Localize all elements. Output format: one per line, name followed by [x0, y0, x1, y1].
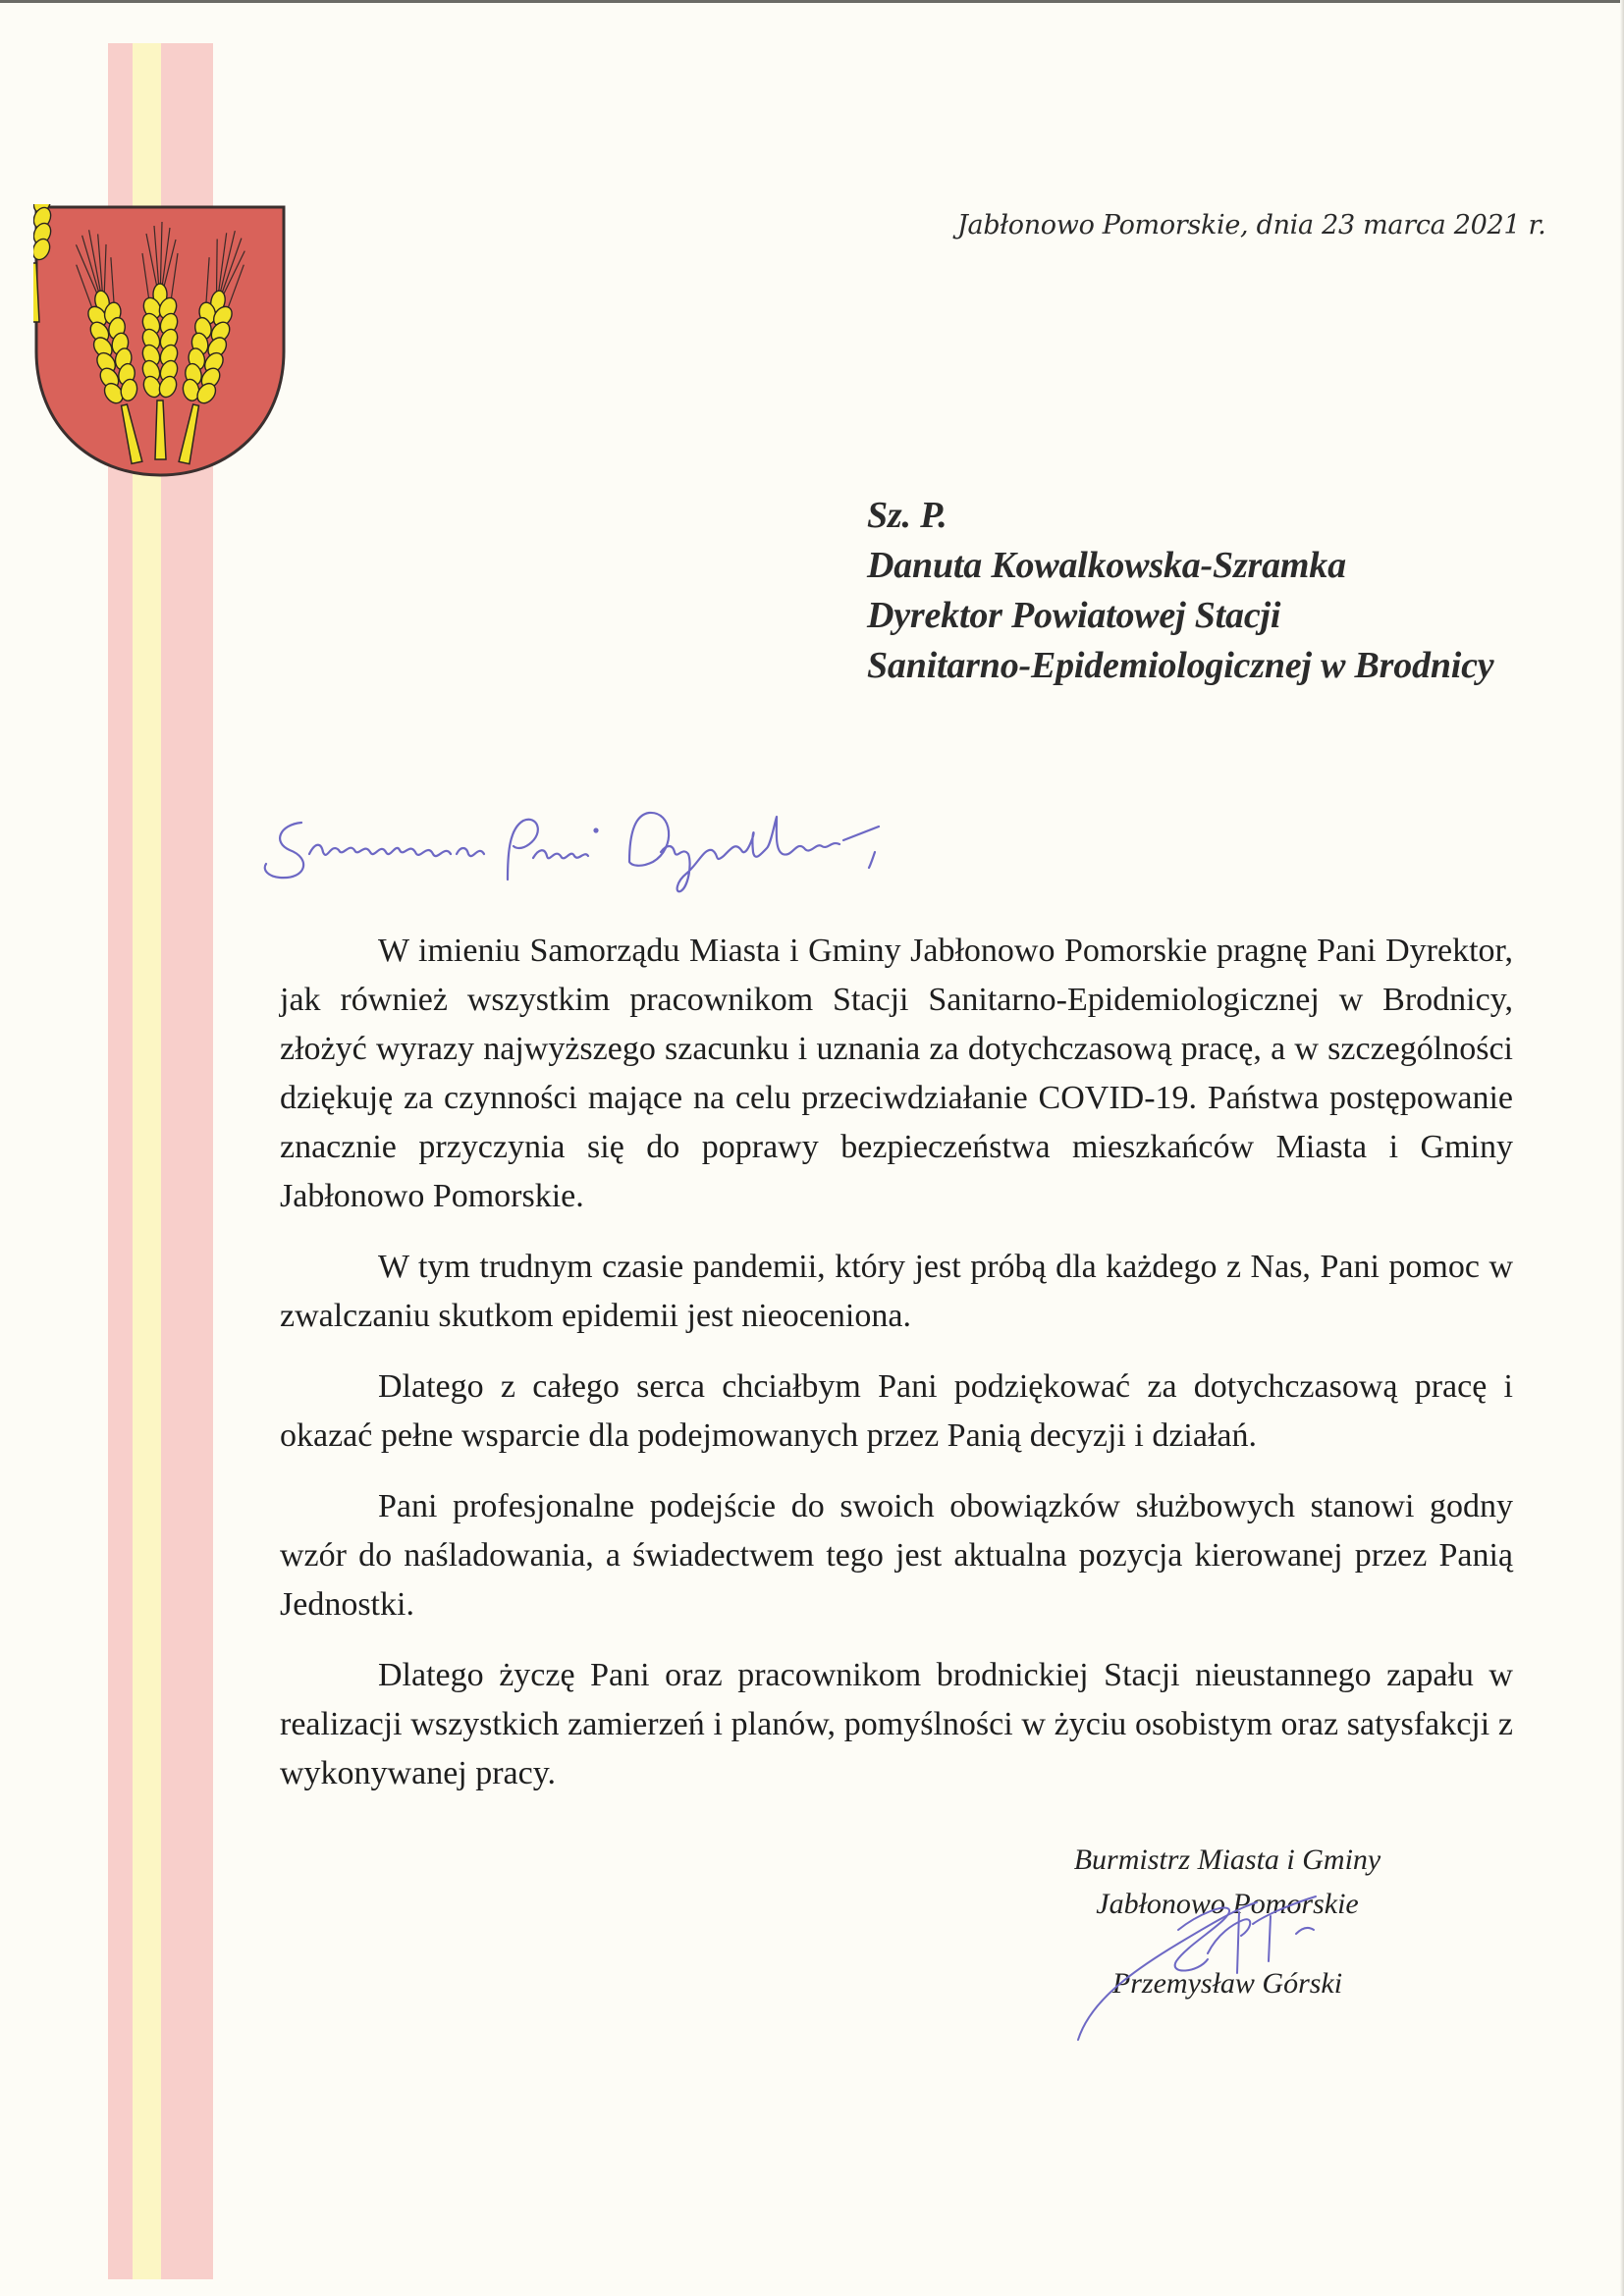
letter-body: [280, 927, 1513, 1820]
letter-date-place: Jabłonowo Pomorskie, dnia 23 marca 2021 r.: [957, 210, 1546, 240]
scan-top-edge: [0, 0, 1624, 3]
handwritten-signature: [1060, 1885, 1375, 2052]
body-paragraph: Dlatego życzę Pani oraz pracownikom brodnickiej Stacji nieustannego zapału w realizacji wszystkich zamierzeń i planów, pomyślności w życiu osobistym oraz satysfakcji z wykonywanej pracy.: [280, 1657, 1513, 1791]
body-paragraph: W tym trudnym czasie pandemii, który jest próbą dla każdego z Nas, Pani pomoc w zwalczaniu skutkom epidemii jest nieoceniona.: [280, 1249, 1513, 1334]
addressee-title-line2: Sanitarno-Epidemiologicznej w Brodnicy: [867, 645, 1494, 686]
signer-name: Przemysław Górski: [1111, 1967, 1343, 2000]
body-paragraph: Dlatego z całego serca chciałbym Pani podziękować za dotychczasową pracę i okazać pełne wsparcie dla podejmowanych przez Panią decyzji i działań.: [280, 1368, 1513, 1454]
handwritten-salutation: [250, 793, 1134, 901]
addressee-name: Danuta Kowalkowska-Szramka: [867, 545, 1346, 586]
scan-right-edge: [1620, 0, 1624, 2296]
body-paragraph: Pani profesjonalne podejście do swoich obowiązków służbowych stanowi godny wzór do naśladowania, a świadectwem tego jest aktualna pozycja kierowanej przez Panią Jednostki.: [280, 1488, 1513, 1623]
signer-office-line1: Burmistrz Miasta i Gminy: [1073, 1843, 1381, 1876]
coat-of-arms-icon: [33, 204, 287, 479]
body-paragraph: W imieniu Samorządu Miasta i Gminy Jabłonowo Pomorskie pragnę Pani Dyrektor, jak również wszystkim pracownikom Stacji Sanitarno-Epidemiologicznej w Brodnicy, złożyć wyrazy najwyższego szacunku i uznania za dotychczasową pracę, a w szczególności dziękuję za czynności mające na celu przeciwdziałanie COVID-19. Państwa postępowanie znacznie przyczynia się do poprawy bezpieczeństwa mieszkańców Miasta i Gminy Jabłonowo Pomorskie.: [280, 933, 1513, 1214]
addressee-honorific: Sz. P.: [867, 495, 947, 536]
addressee-title-line1: Dyrektor Powiatowej Stacji: [867, 595, 1281, 636]
addressee-block: [867, 491, 1493, 691]
signer-office-line2: Jabłonowo Pomorskie: [1096, 1888, 1359, 1920]
